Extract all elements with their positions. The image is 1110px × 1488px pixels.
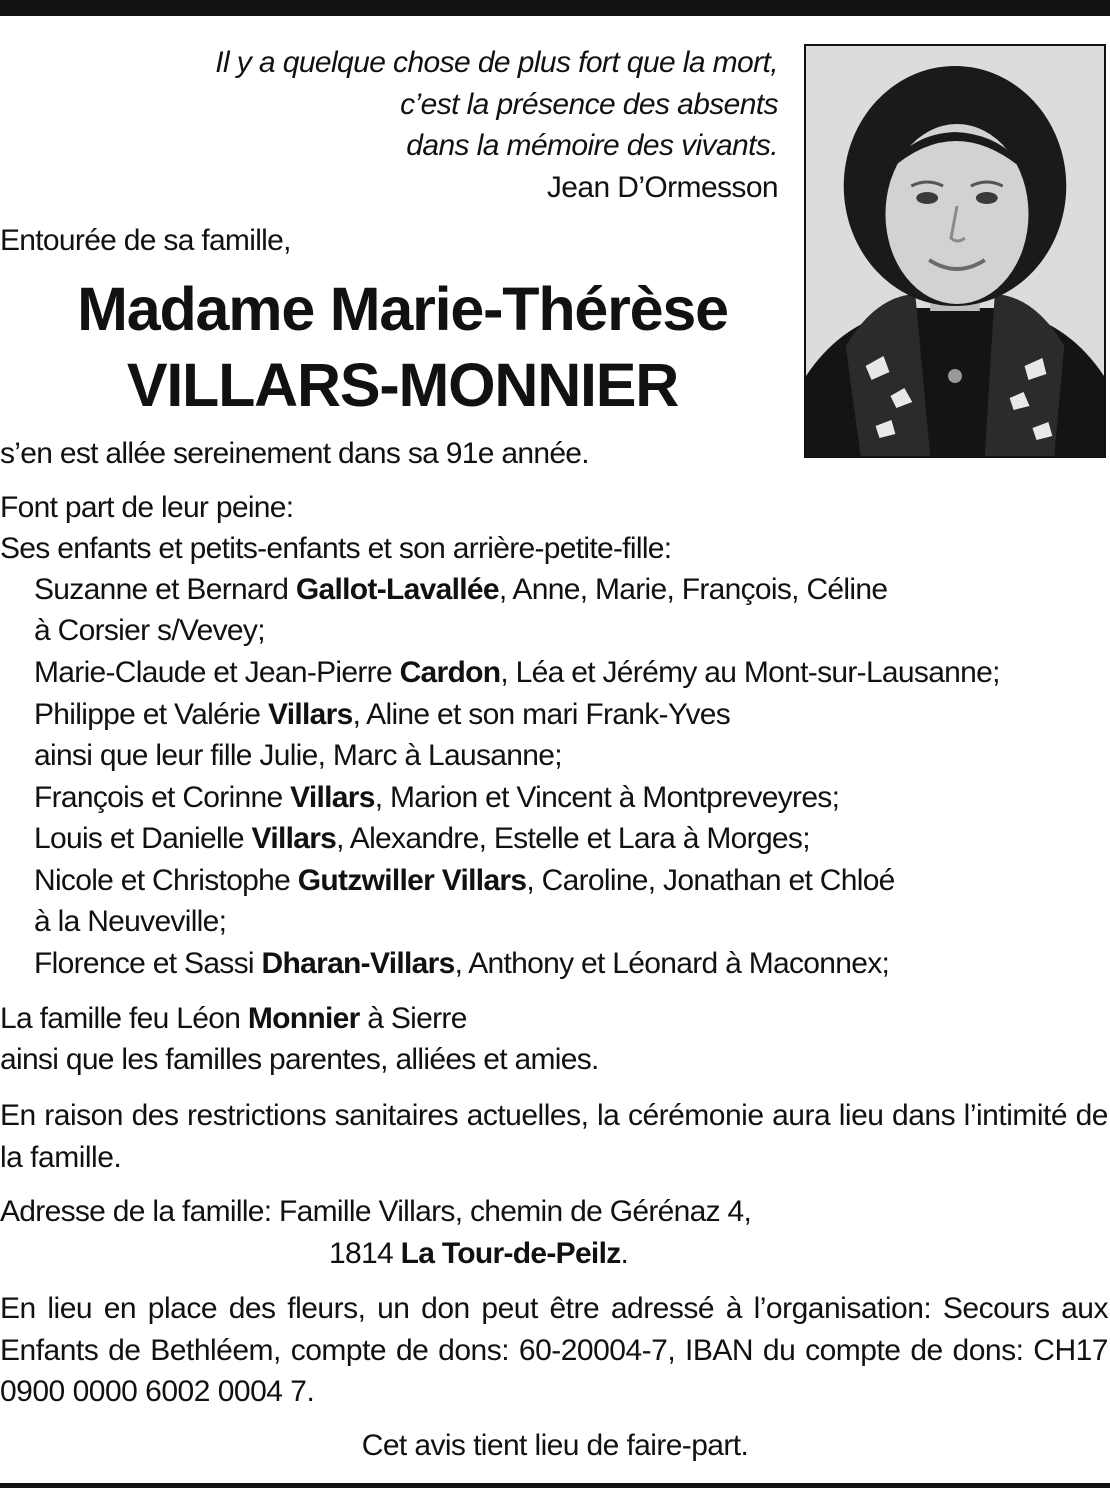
passing-text: s’en est allée sereinement dans sa 91e année.: [0, 437, 589, 470]
family-line: François et Corinne Villars, Marion et Vincent à Montpreveyres;: [34, 781, 840, 814]
family-line: à Corsier s/Vevey;: [34, 614, 265, 647]
portrait-photo: [804, 44, 1106, 458]
ceremony-notice: En raison des restrictions sanitaires actuelles, la cérémonie aura lieu dans l’intimité de la famille.: [0, 1099, 1108, 1174]
children-heading: Ses enfants et petits-enfants et son arrière-petite-fille:: [0, 532, 672, 565]
deceased-name-line1: Madame Marie-Thérèse: [77, 275, 728, 343]
quote-line: Il y a quelque chose de plus fort que la mort,: [215, 46, 778, 79]
closing-text: Cet avis tient lieu de faire-part.: [361, 1429, 749, 1462]
epigraph-quote: [0, 42, 778, 208]
intro-text: Entourée de sa famille,: [0, 224, 291, 257]
family-line: Nicole et Christophe Gutzwiller Villars, Caroline, Jonathan et Chloé: [34, 864, 895, 897]
family-line: Florence et Sassi Dharan-Villars, Anthony et Léonard à Maconnex;: [34, 947, 890, 980]
extended-family-line2: ainsi que les familles parentes, alliées et amies.: [0, 1043, 599, 1076]
family-line: Louis et Danielle Villars, Alexandre, Estelle et Lara à Morges;: [34, 822, 810, 855]
family-line: Philippe et Valérie Villars, Aline et son mari Frank-Yves: [34, 698, 731, 731]
family-line: Marie-Claude et Jean-Pierre Cardon, Léa et Jérémy au Mont-sur-Lausanne;: [34, 656, 1000, 689]
bottom-border-rule: [0, 1483, 1110, 1488]
quote-line: c’est la présence des absents: [400, 87, 778, 121]
top-border-rule: [0, 0, 1110, 16]
donation-notice: En lieu en place des fleurs, un don peut être adressé à l’organisation: Secours aux Enfants de Bethléem, compte de dons: 60-20004-7, IBAN du compte de dons: CH17 0900 0000 6002 0004 7.: [0, 1292, 1108, 1408]
quote-line: dans la mémoire des vivants.: [406, 129, 778, 162]
family-address-line2: 1814 La Tour-de-Peilz.: [329, 1237, 629, 1270]
portrait-image: [806, 46, 1104, 456]
extended-family-line1: La famille feu Léon Monnier à Sierre: [0, 1002, 467, 1035]
family-line: à la Neuveville;: [34, 905, 227, 938]
mourners-heading: Font part de leur peine:: [0, 491, 294, 524]
deceased-name-line2: VILLARS-MONNIER: [126, 351, 679, 419]
family-address-line1: Adresse de la famille: Famille Villars, chemin de Gérénaz 4,: [0, 1195, 752, 1228]
family-line: ainsi que leur fille Julie, Marc à Lausanne;: [34, 739, 562, 772]
quote-author: Jean D’Ormesson: [546, 170, 778, 204]
family-line: Suzanne et Bernard Gallot-Lavallée, Anne, Marie, François, Céline: [34, 573, 888, 606]
